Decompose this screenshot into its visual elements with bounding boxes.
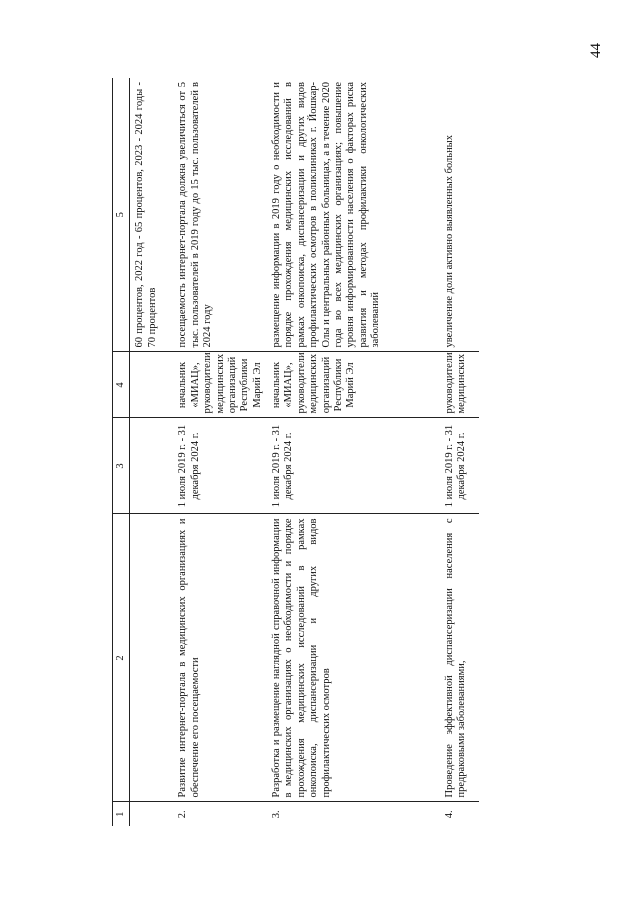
row-responsible: начальник «МИАЦ», руководители медицинских организаций Республики Марий Эл <box>267 352 440 418</box>
table-header-row <box>113 78 130 826</box>
rotated-table-container <box>112 78 572 826</box>
row-result: 60 процентов, 2022 год - 65 процентов, 2023 - 2024 годы - 70 процентов <box>130 78 174 352</box>
row-result: посещаемость интернет-портала должна увеличиться от 5 тыс. пользователей в 2019 году до 15 тыс. пользователей в 2024 году <box>173 78 267 352</box>
row-result: увеличение доли активно выявленных больных <box>440 78 479 352</box>
row-title: Проведение эффективной диспансеризации населения с предраковыми заболеваниями, <box>440 514 479 802</box>
plan-table <box>112 78 479 826</box>
header-col-1: 1 <box>113 802 130 826</box>
row-number: 4. <box>444 810 455 819</box>
page-number: 44 <box>588 43 604 58</box>
row-responsible: руководители медицинских <box>440 352 479 418</box>
table-row <box>440 78 479 826</box>
table-row <box>267 78 440 826</box>
row-responsible <box>130 352 174 418</box>
row-responsible: начальник «МИАЦ», руководители медицинских организаций Республики Марий Эл <box>173 352 267 418</box>
header-col-2: 2 <box>113 514 130 802</box>
table-row <box>173 78 267 826</box>
row-dates <box>130 418 174 514</box>
row-number: 2. <box>177 810 189 819</box>
row-title: Развитие интернет-портала в медицинских организациях и обеспечение его посещаемости <box>173 514 267 802</box>
table-row <box>130 78 174 826</box>
row-number: 3. <box>271 810 282 819</box>
row-title: Разработка и размещение наглядной справочной информации в медицинских организациях о необходимости и порядке прохождения медицинских исследований в рамках онкопоиска, диспансеризации и других видов профилактических осмотров <box>267 514 440 802</box>
header-col-5: 5 <box>113 78 130 352</box>
row-title <box>130 514 174 802</box>
row-dates: 1 июля 2019 г. - 31 декабря 2024 г. <box>173 418 267 514</box>
row-result: размещение информации в 2019 году о необходимости и порядке прохождения медицинских исследований в рамках онкопоиска, диспансеризации и других видов профилактических осмотров в поликлиниках г. Йошкар-Олы и центральных районных больницах, а в течение 2020 года во всех медицинских организациях; повышение уровня информированности населения о факторах риска развития и методах профилактики онкологических заболеваний <box>267 78 440 352</box>
header-col-4: 4 <box>113 352 130 418</box>
row-number <box>130 802 174 826</box>
row-dates: 1 июля 2019 г. - 31 декабря 2024 г. <box>440 418 479 514</box>
row-dates: 1 июля 2019 г. - 31 декабря 2024 г. <box>267 418 440 514</box>
header-col-3: 3 <box>113 418 130 514</box>
